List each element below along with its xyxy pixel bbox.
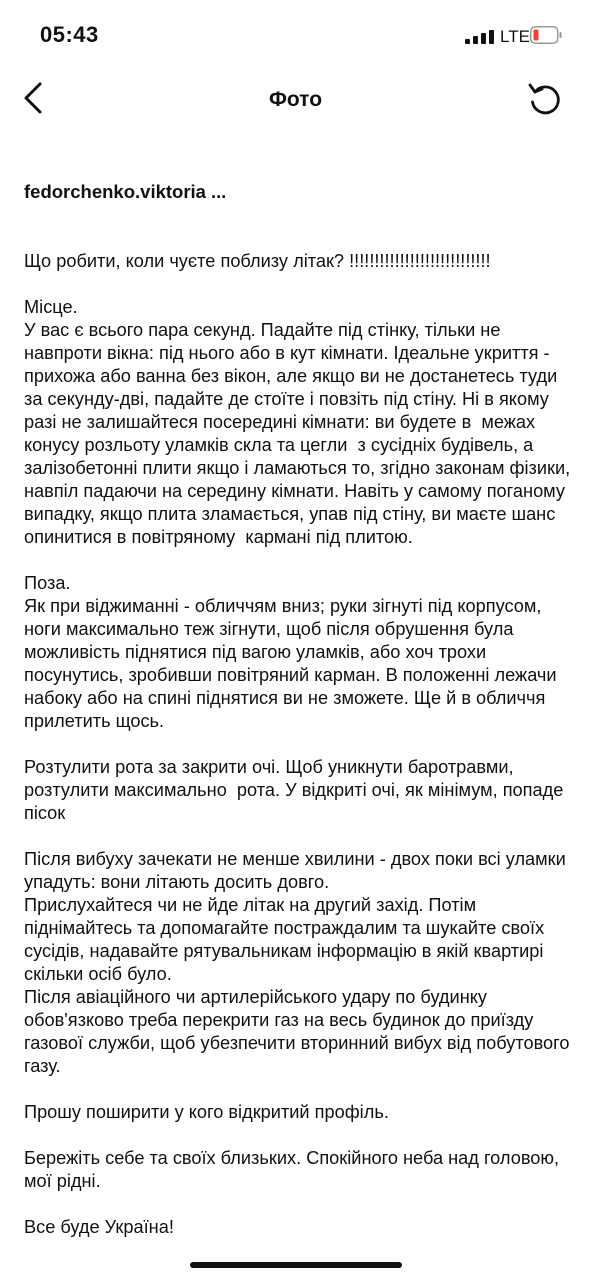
page-title: Фото <box>268 88 323 111</box>
battery-icon <box>530 26 562 44</box>
more-ellipsis[interactable]: ... <box>205 182 227 202</box>
cellular-signal-icon <box>465 30 495 44</box>
nav-bar <box>0 70 591 130</box>
status-time: 05:43 <box>40 22 99 47</box>
post-text: Що робити, коли чуєте поблизу літак? !!!!!!!!!!!!!!!!!!!!!!!!!!!! Місце. У вас є всього пара секунд. Падайте під стінку, тільки не навпроти вікна: під нього або в кут кімнати. Ідеальне укриття - прихожа або ванна без вікон, але якщо ви не достанетесь туди за секунду-дві, падайте де стоїте і повзіть під стіну. Ні в якому разі не залишайтеся посередині кімнати: ви будете в межах конусу розльоту уламків скла та цегли з сусідніх будівель, а залізобетонні плити якщо і ламаються то, згідно законам фізики, навпіл падаючи на середину кімнати. Навіть у самому поганому випадку, якщо плита зламається, упав під стіну, ви маєте шанс опинитися в повітряному кармані під плитою. Поза. Як при віджиманні - обличчям вниз; руки зігнуті під корпусом, ноги максимально теж зігнути, щоб після обрушення була можливість піднятися під вагою уламків, або хоч трохи посунутись, зробивши повітряний карман. В положенні лежачи набоку або на спині піднятися ви не зможете. Ще й в обличчя прилетить щось. Розтулити рота за закрити очі. Щоб уникнути баротравми, розтулити максимально рота. У відкриті очі, як мінімум, попаде пісок Після вибуху зачекати не менше хвилини - двох поки всі уламки упадуть: вони літають досить довго. Прислухайтеся чи не йде літак на другий захід. Потім піднімайтесь та допомагайте постраждалим та шукайте своїх сусідів, надавайте рятувальникам інформацію в якій квартирі скільки осіб було. Після авіаційного чи артилерійського удару по будинку обов'язково треба перекрити газ на весь будинок до приїзду газової служби, щоб убезпечити вторинний вибух від побутового газу. Прошу поширити у кого відкритий профіль. Бережіть себе та своїх близьких. Спокійного неба над головою, мої рідні. Все буде Україна! <box>24 251 571 1237</box>
home-indicator[interactable] <box>190 1262 402 1268</box>
status-bar <box>0 0 591 70</box>
network-type: LTE <box>500 27 530 46</box>
username-link[interactable]: fedorchenko.viktoria <box>24 181 206 202</box>
post-header <box>24 180 572 204</box>
refresh-icon[interactable] <box>526 80 564 118</box>
post-caption <box>24 134 572 1262</box>
